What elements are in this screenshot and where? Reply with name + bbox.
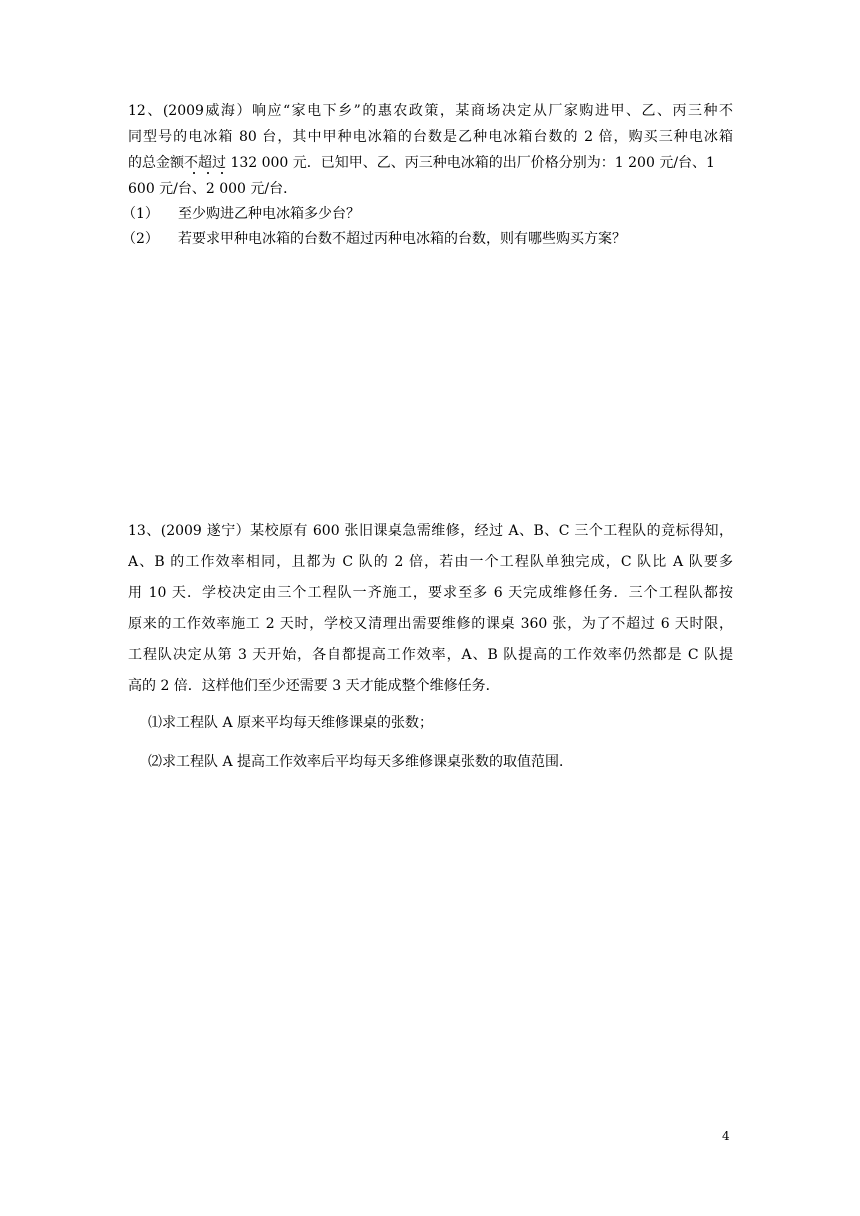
- question-12-sub-2: [122, 227, 733, 252]
- sub-question-text: 至少购进乙种电冰箱多少台？: [178, 206, 360, 222]
- question-12-line-2: 同型号的电冰箱 80 台，其中甲种电冰箱的台数是乙种电冰箱台数的 2 倍，购买三种电冰箱: [128, 129, 733, 145]
- question-13-line-3: 用 10 天．学校决定由三个工程队一齐施工，要求至多 6 天完成维修任务．三个工程队都按: [128, 585, 733, 601]
- question-13-line-5: 工程队决定从第 3 天开始，各自都提高工作效率，A、B 队提高的工作效率仍然都是 C 队提: [128, 647, 733, 663]
- question-12: [122, 98, 733, 252]
- page-number: 4: [722, 1129, 730, 1143]
- sub-question-text: 若要求甲种电冰箱的台数不超过丙种电冰箱的台数，则有哪些购买方案？: [178, 231, 626, 247]
- question-12-sub-1: [122, 202, 733, 227]
- question-12-line-3: [128, 150, 733, 176]
- question-13-line-1: 13、(2009 遂宁）某校原有 600 张旧课桌急需维修，经过 A、B、C 三个工程队的竞标得知，: [128, 523, 733, 539]
- question-12-line-1: 12、(2009威海）响应“家电下乡”的惠农政策，某商场决定从厂家购进甲、乙、丙三种不: [128, 103, 733, 119]
- question-13-line-4: 原来的工作效率施工 2 天时，学校又清理出需要维修的课桌 360 张，为了不超过 6 天时限，: [128, 616, 733, 632]
- question-13-part-2: ⑵求工程队 A 提高工作效率后平均每天多维修课桌张数的取值范围．: [148, 754, 574, 770]
- question-12-line-3-end: 132 000 元．已知甲、乙、丙三种电冰箱的出厂价格分别为：1 200 元/台、1: [226, 155, 715, 171]
- question-13-part-1: ⑴求工程队 A 原来平均每天维修课桌的张数；: [148, 715, 434, 731]
- question-12-line-3-start: 的总金额: [128, 155, 184, 171]
- question-13-line-2: A、B 的工作效率相同，且都为 C 队的 2 倍，若由一个工程队单独完成，C 队比 A 队要多: [128, 554, 733, 570]
- question-12-line-4: 600 元/台、2 000 元/台．: [128, 181, 298, 197]
- question-13: [128, 516, 733, 778]
- question-13-line-6: 高的 2 倍．这样他们至少还需要 3 天才能成整个维修任务．: [128, 678, 500, 694]
- sub-question-number: （2）: [122, 231, 159, 247]
- emphasis-dotted-text: 不超过: [184, 155, 226, 171]
- sub-question-number: （1）: [122, 206, 159, 222]
